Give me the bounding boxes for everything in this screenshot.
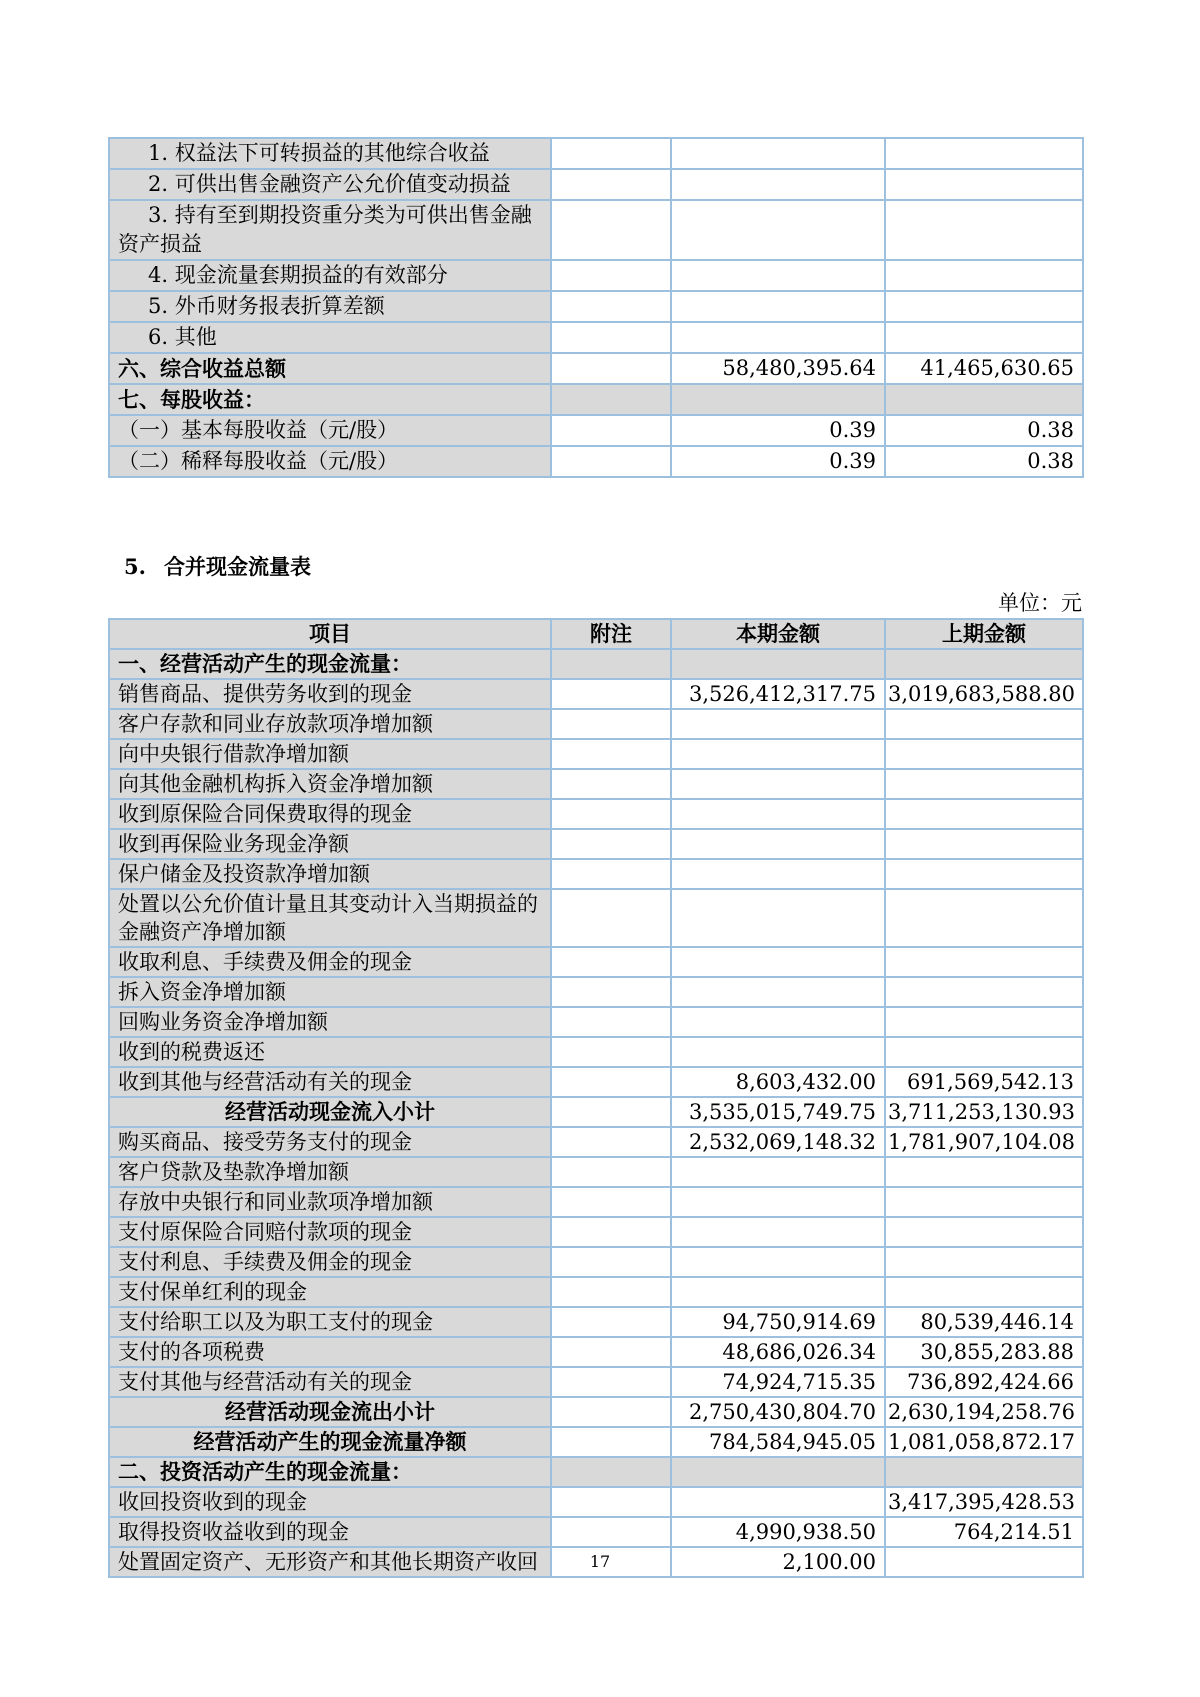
row-current-amount-cell [671,1157,885,1187]
row-current-amount-cell: 2,100.00 [671,1547,885,1577]
row-current-amount-cell: 74,924,715.35 [671,1367,885,1397]
section-heading [124,551,311,581]
table-row [109,679,1083,709]
row-note-cell [551,1487,671,1517]
row-label-cell: 二、投资活动产生的现金流量： [109,1457,551,1487]
table-row [109,1157,1083,1187]
row-note-cell [551,709,671,739]
cash-flow-table [108,618,1084,1578]
unit-label: 单位：元 [998,591,1082,615]
row-prior-amount-cell: 1,081,058,872.17 [885,1427,1083,1457]
table-row [109,1517,1083,1547]
table-row [109,739,1083,769]
row-note-cell [551,291,671,322]
cash-flow-table-body [109,649,1083,1577]
table-row [109,384,1083,415]
row-note-cell [551,1007,671,1037]
row-prior-amount-cell [885,1187,1083,1217]
header-row [109,619,1083,649]
row-current-amount-cell [671,1007,885,1037]
header-item: 项目 [109,619,551,649]
row-current-amount-cell: 2,750,430,804.70 [671,1397,885,1427]
page-number: 17 [589,1552,611,1571]
row-prior-amount-cell: 2,630,194,258.76 [885,1397,1083,1427]
cash-flow-table-header [109,619,1083,649]
row-prior-amount-cell: 691,569,542.13 [885,1067,1083,1097]
table-row [109,829,1083,859]
row-label-cell: 向中央银行借款净增加额 [109,739,551,769]
row-label-cell: 2. 可供出售金融资产公允价值变动损益 [109,169,551,200]
row-prior-amount-cell: 41,465,630.65 [885,353,1083,384]
section-heading-number: 5. [124,554,146,579]
row-label-cell: 客户贷款及垫款净增加额 [109,1157,551,1187]
row-current-amount-cell [671,859,885,889]
row-prior-amount-cell: 0.38 [885,446,1083,477]
table-row [109,1427,1083,1457]
row-note-cell [551,1367,671,1397]
row-label-cell: 收取利息、手续费及佣金的现金 [109,947,551,977]
row-prior-amount-cell [885,1217,1083,1247]
row-current-amount-cell [671,1247,885,1277]
table-row [109,977,1083,1007]
row-note-cell [551,138,671,169]
table-row [109,649,1083,679]
row-current-amount-cell [671,769,885,799]
row-current-amount-cell [671,1037,885,1067]
row-current-amount-cell [671,260,885,291]
row-label-cell: 处置固定资产、无形资产和其他长期资产收回 [109,1547,551,1577]
row-current-amount-cell: 48,686,026.34 [671,1337,885,1367]
row-note-cell [551,739,671,769]
row-prior-amount-cell [885,829,1083,859]
table-row [109,1277,1083,1307]
table-row [109,200,1083,260]
row-label-cell: 支付利息、手续费及佣金的现金 [109,1247,551,1277]
row-note-cell [551,446,671,477]
row-current-amount-cell: 2,532,069,148.32 [671,1127,885,1157]
row-label-cell: 收到的税费返还 [109,1037,551,1067]
row-prior-amount-cell [885,769,1083,799]
row-note-cell [551,322,671,353]
comprehensive-income-table [108,137,1084,478]
row-label-cell: （一）基本每股收益（元/股） [109,415,551,446]
row-label-cell: 收到其他与经营活动有关的现金 [109,1067,551,1097]
table-row [109,138,1083,169]
table-row [109,1397,1083,1427]
row-note-cell [551,1337,671,1367]
row-prior-amount-cell [885,1247,1083,1277]
row-current-amount-cell [671,977,885,1007]
row-prior-amount-cell [885,200,1083,260]
row-current-amount-cell: 8,603,432.00 [671,1067,885,1097]
row-current-amount-cell: 94,750,914.69 [671,1307,885,1337]
row-note-cell [551,859,671,889]
row-note-cell [551,353,671,384]
table-row [109,799,1083,829]
row-current-amount-cell [671,739,885,769]
row-note-cell [551,384,671,415]
row-label-cell: 收到再保险业务现金净额 [109,829,551,859]
row-current-amount-cell [671,1487,885,1517]
row-prior-amount-cell: 736,892,424.66 [885,1367,1083,1397]
table-row [109,1337,1083,1367]
table-row [109,947,1083,977]
row-note-cell [551,1307,671,1337]
row-current-amount-cell [671,1187,885,1217]
row-current-amount-cell: 0.39 [671,415,885,446]
table-row [109,1457,1083,1487]
row-label-cell: 取得投资收益收到的现金 [109,1517,551,1547]
table-row [109,415,1083,446]
table-row [109,169,1083,200]
table-row [109,1037,1083,1067]
row-label-cell: 收到原保险合同保费取得的现金 [109,799,551,829]
row-label-cell: 销售商品、提供劳务收到的现金 [109,679,551,709]
row-current-amount-cell [671,649,885,679]
table-row [109,1217,1083,1247]
row-current-amount-cell [671,709,885,739]
row-label-cell: （二）稀释每股收益（元/股） [109,446,551,477]
row-note-cell [551,169,671,200]
row-prior-amount-cell [885,1457,1083,1487]
row-prior-amount-cell [885,709,1083,739]
row-prior-amount-cell [885,859,1083,889]
row-label-cell: 客户存款和同业存放款项净增加额 [109,709,551,739]
row-prior-amount-cell [885,138,1083,169]
row-label-cell: 处置以公允价值计量且其变动计入当期损益的金融资产净增加额 [109,889,551,947]
row-note-cell [551,260,671,291]
row-prior-amount-cell [885,799,1083,829]
table-row [109,291,1083,322]
row-prior-amount-cell [885,1157,1083,1187]
row-label-cell: 经营活动现金流出小计 [109,1397,551,1427]
row-prior-amount-cell: 80,539,446.14 [885,1307,1083,1337]
row-prior-amount-cell [885,169,1083,200]
row-label-cell: 6. 其他 [109,322,551,353]
row-label-cell: 存放中央银行和同业款项净增加额 [109,1187,551,1217]
table-row [109,769,1083,799]
row-note-cell [551,947,671,977]
row-label-cell: 经营活动产生的现金流量净额 [109,1427,551,1457]
row-current-amount-cell [671,138,885,169]
row-current-amount-cell [671,829,885,859]
row-label-cell: 3. 持有至到期投资重分类为可供出售金融资产损益 [109,200,551,260]
table-row [109,889,1083,947]
row-prior-amount-cell [885,739,1083,769]
row-label-cell: 七、每股收益： [109,384,551,415]
row-current-amount-cell [671,947,885,977]
row-prior-amount-cell [885,1037,1083,1067]
header-prior-period: 上期金额 [885,619,1083,649]
row-prior-amount-cell [885,889,1083,947]
row-label-cell: 保户储金及投资款净增加额 [109,859,551,889]
row-current-amount-cell [671,1217,885,1247]
row-current-amount-cell [671,799,885,829]
table-row [109,1007,1083,1037]
table-row [109,859,1083,889]
row-label-cell: 4. 现金流量套期损益的有效部分 [109,260,551,291]
row-note-cell [551,415,671,446]
row-current-amount-cell [671,291,885,322]
row-label-cell: 1. 权益法下可转损益的其他综合收益 [109,138,551,169]
row-note-cell [551,200,671,260]
row-current-amount-cell [671,384,885,415]
row-prior-amount-cell [885,947,1083,977]
header-current-period: 本期金额 [671,619,885,649]
row-label-cell: 支付的各项税费 [109,1337,551,1367]
row-note-cell [551,1277,671,1307]
row-prior-amount-cell: 3,417,395,428.53 [885,1487,1083,1517]
table-row [109,1487,1083,1517]
row-prior-amount-cell [885,977,1083,1007]
row-prior-amount-cell: 30,855,283.88 [885,1337,1083,1367]
row-note-cell [551,769,671,799]
table-row [109,1097,1083,1127]
row-label-cell: 购买商品、接受劳务支付的现金 [109,1127,551,1157]
row-prior-amount-cell: 3,711,253,130.93 [885,1097,1083,1127]
table-row [109,1067,1083,1097]
row-note-cell [551,1517,671,1547]
row-current-amount-cell: 0.39 [671,446,885,477]
row-note-cell [551,1037,671,1067]
row-label-cell: 一、经营活动产生的现金流量： [109,649,551,679]
row-prior-amount-cell [885,384,1083,415]
row-current-amount-cell [671,889,885,947]
row-note-cell [551,1427,671,1457]
row-prior-amount-cell [885,1277,1083,1307]
table-row [109,1127,1083,1157]
row-note-cell [551,1397,671,1427]
row-note-cell [551,1457,671,1487]
row-label-cell: 经营活动现金流入小计 [109,1097,551,1127]
row-prior-amount-cell: 3,019,683,588.80 [885,679,1083,709]
row-current-amount-cell [671,200,885,260]
row-note-cell [551,799,671,829]
table-row [109,322,1083,353]
row-label-cell: 5. 外币财务报表折算差额 [109,291,551,322]
row-prior-amount-cell: 764,214.51 [885,1517,1083,1547]
row-note-cell [551,1127,671,1157]
row-label-cell: 拆入资金净增加额 [109,977,551,1007]
row-label-cell: 支付给职工以及为职工支付的现金 [109,1307,551,1337]
income-table-body [109,138,1083,477]
row-note-cell [551,1187,671,1217]
row-prior-amount-cell [885,322,1083,353]
row-note-cell [551,1157,671,1187]
row-prior-amount-cell: 0.38 [885,415,1083,446]
row-note-cell [551,829,671,859]
row-prior-amount-cell [885,291,1083,322]
row-current-amount-cell [671,169,885,200]
row-current-amount-cell [671,322,885,353]
row-current-amount-cell: 4,990,938.50 [671,1517,885,1547]
row-current-amount-cell: 3,535,015,749.75 [671,1097,885,1127]
header-note: 附注 [551,619,671,649]
table-row [109,1307,1083,1337]
row-prior-amount-cell [885,260,1083,291]
table-row [109,260,1083,291]
row-label-cell: 支付其他与经营活动有关的现金 [109,1367,551,1397]
row-prior-amount-cell [885,649,1083,679]
row-label-cell: 回购业务资金净增加额 [109,1007,551,1037]
row-note-cell [551,1247,671,1277]
row-note-cell [551,1097,671,1127]
table-row [109,1247,1083,1277]
row-label-cell: 支付原保险合同赔付款项的现金 [109,1217,551,1247]
table-row [109,709,1083,739]
row-note-cell [551,649,671,679]
row-prior-amount-cell [885,1007,1083,1037]
row-current-amount-cell: 784,584,945.05 [671,1427,885,1457]
row-label-cell: 收回投资收到的现金 [109,1487,551,1517]
row-current-amount-cell [671,1277,885,1307]
row-label-cell: 向其他金融机构拆入资金净增加额 [109,769,551,799]
row-note-cell [551,1217,671,1247]
row-current-amount-cell: 58,480,395.64 [671,353,885,384]
row-label-cell: 六、综合收益总额 [109,353,551,384]
table-row [109,1367,1083,1397]
row-prior-amount-cell: 1,781,907,104.08 [885,1127,1083,1157]
row-note-cell [551,889,671,947]
section-heading-title: 合并现金流量表 [164,554,311,579]
table-row [109,353,1083,384]
table-row [109,1187,1083,1217]
table-row [109,446,1083,477]
row-current-amount-cell [671,1457,885,1487]
row-note-cell [551,977,671,1007]
row-note-cell [551,679,671,709]
row-label-cell: 支付保单红利的现金 [109,1277,551,1307]
row-note-cell [551,1067,671,1097]
row-current-amount-cell: 3,526,412,317.75 [671,679,885,709]
